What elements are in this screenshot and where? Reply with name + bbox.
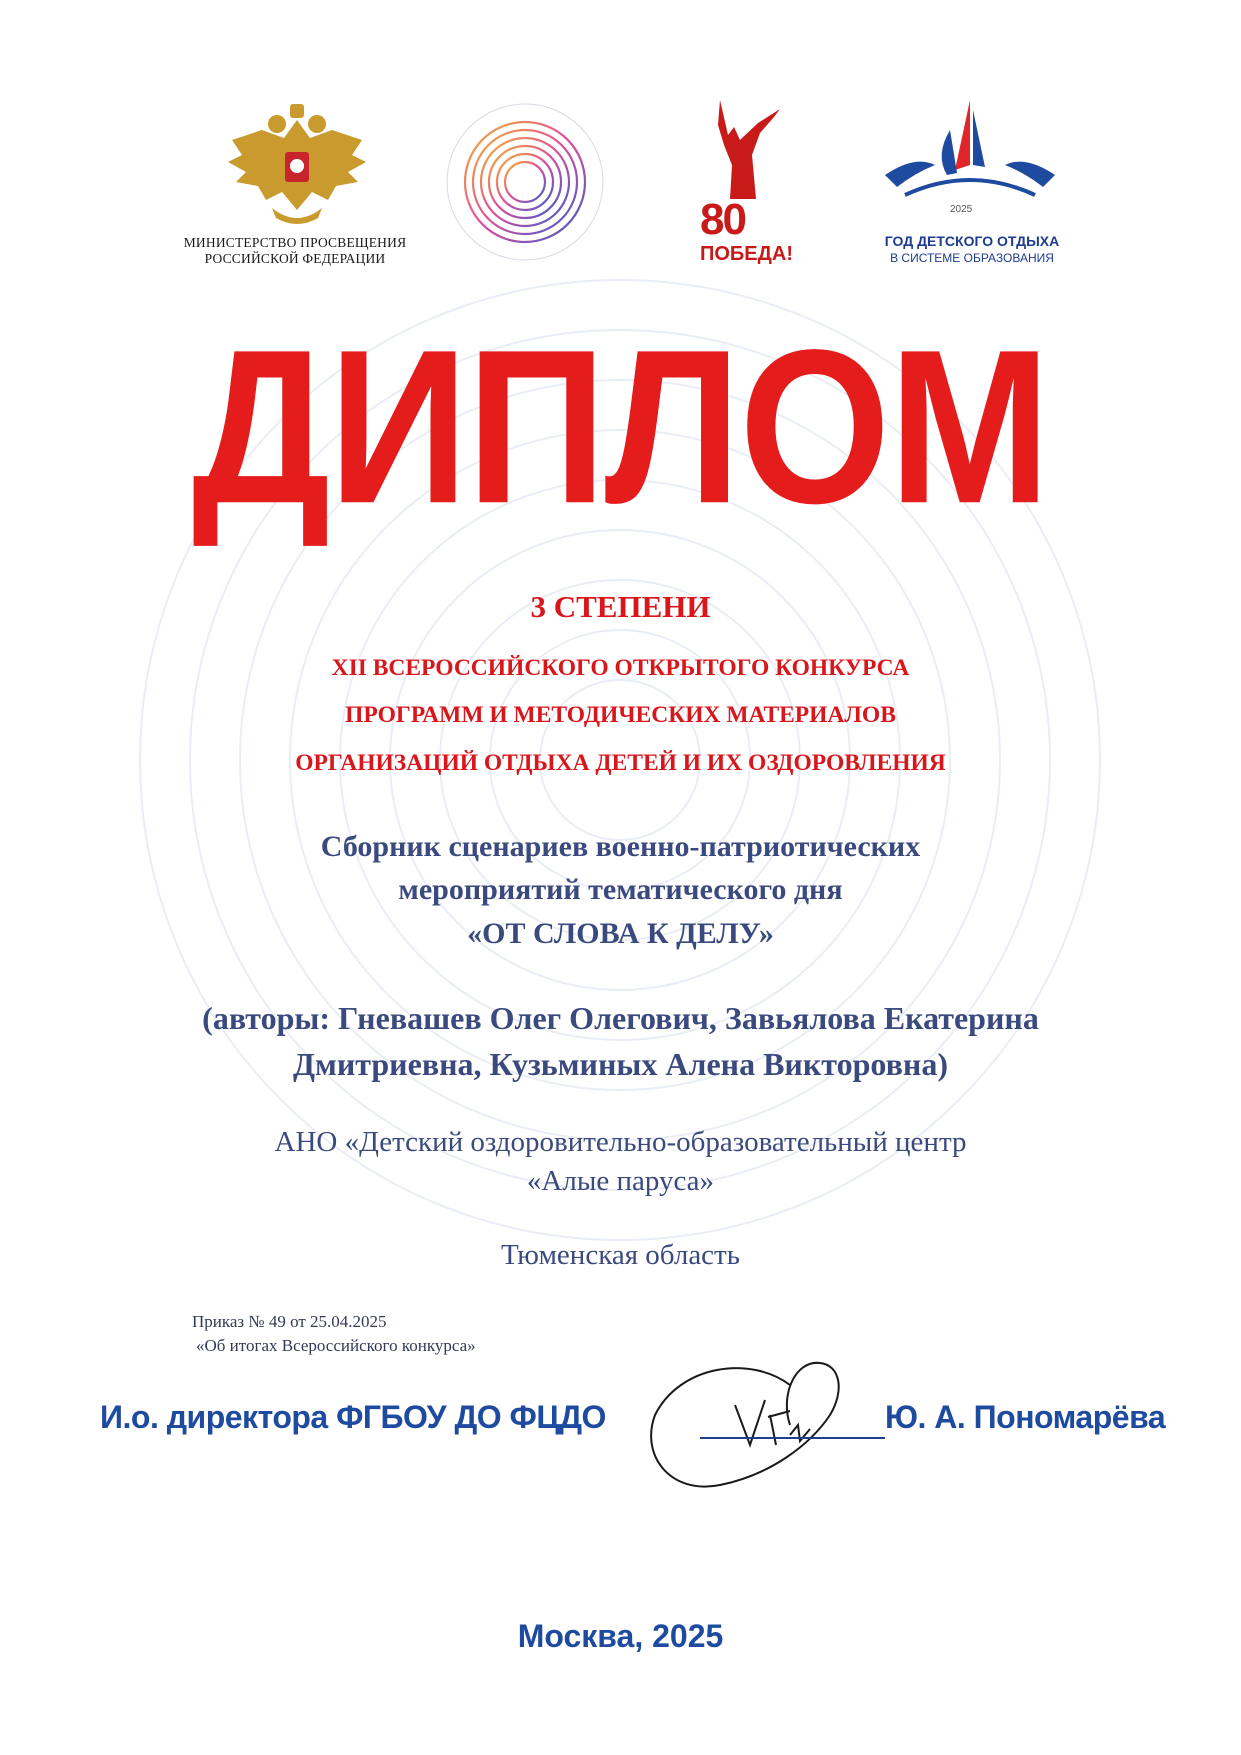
double-headed-eagle-emblem: [222, 100, 372, 230]
contest-line-2: ПРОГРАММ И МЕТОДИЧЕСКИХ МАТЕРИАЛОВ: [345, 702, 896, 728]
ministry-caption-line2: РОССИЙСКОЙ ФЕДЕРАЦИИ: [204, 251, 386, 266]
region: Тюменская область: [501, 1239, 740, 1271]
handwritten-signature: [640, 1345, 880, 1505]
work-title-line-3: «ОТ СЛОВА К ДЕЛУ»: [467, 917, 774, 950]
ministry-caption: [160, 235, 430, 267]
rest-year-subtitle: В СИСТЕМЕ ОБРАЗОВАНИЯ: [890, 251, 1054, 265]
diploma-title: ДИПЛОМ: [191, 303, 1049, 549]
organization-line-1: АНО «Детский оздоровительно-образовательный центр: [274, 1126, 967, 1158]
motherland-statue-icon: [700, 95, 785, 200]
sail-boat-logo: [875, 95, 1065, 215]
rest-year-title: ГОД ДЕТСКОГО ОТДЫХА: [884, 233, 1060, 249]
ministry-caption-line1: МИНИСТЕРСТВО ПРОСВЕЩЕНИЯ: [183, 235, 407, 250]
signatory-position: И.о. директора ФГБОУ ДО ФЦДО: [100, 1399, 606, 1435]
rest-year-badge: 2025: [950, 204, 973, 215]
work-title-line-2: мероприятий тематического дня: [398, 873, 843, 906]
signatory-name: Ю. А. Пономарёва: [885, 1399, 1166, 1435]
victory-word: ПОБЕДА!: [700, 243, 793, 265]
diploma-degree: 3 СТЕПЕНИ: [530, 589, 711, 624]
signature-line: [700, 1437, 885, 1439]
authors-line-2: Дмитриевна, Кузьминых Алена Викторовна): [293, 1046, 948, 1082]
city-year: Москва, 2025: [517, 1618, 724, 1654]
organization-line-2: «Алые паруса»: [526, 1165, 715, 1197]
order-number: Приказ № 49 от 25.04.2025: [192, 1312, 387, 1331]
federal-center-logo: [435, 92, 615, 272]
victory-80-number: 80: [700, 195, 745, 244]
order-title: «Об итогах Всероссийского конкурса»: [196, 1336, 476, 1355]
contest-line-1: XII ВСЕРОССИЙСКОГО ОТКРЫТОГО КОНКУРСА: [331, 655, 910, 681]
work-title-line-1: Сборник сценариев военно-патриотических: [320, 830, 921, 863]
authors-line-1: (авторы: Гневашев Олег Олегович, Завьялова Екатерина: [202, 1000, 1039, 1036]
contest-line-3: ОРГАНИЗАЦИЙ ОТДЫХА ДЕТЕЙ И ИХ ОЗДОРОВЛЕНИЯ: [295, 750, 946, 776]
